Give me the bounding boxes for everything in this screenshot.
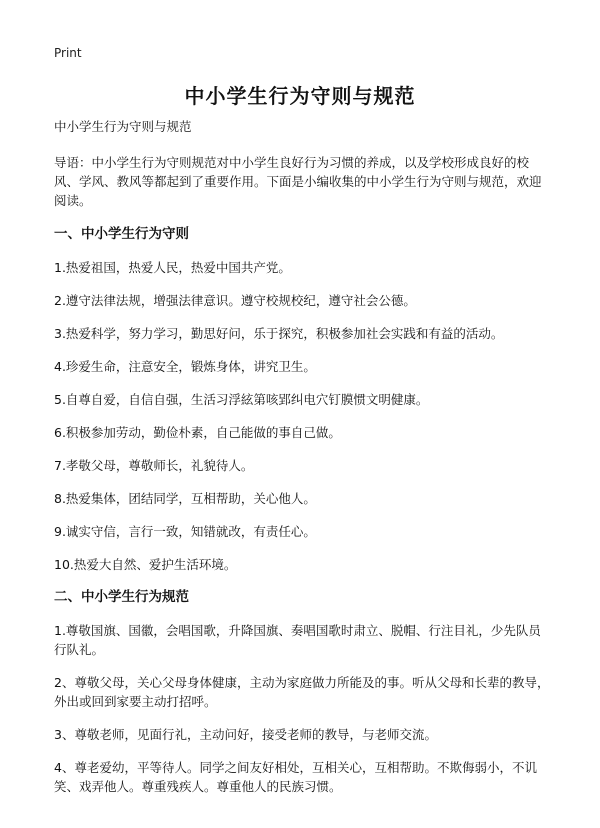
print-label: Print <box>54 46 82 60</box>
norm-item: 4、尊老爱幼，平等待人。同学之间友好相处，互相关心，互相帮助。不欺侮弱小，不讥笑、戏弄他人。尊重残疾人。尊重他人的民族习惯。 <box>54 760 537 794</box>
document-title: 中小学生行为守则与规范 <box>184 84 416 108</box>
section-heading-norms: 二、中小学生行为规范 <box>54 589 189 605</box>
code-item: 7.孝敬父母，尊敬师长，礼貌待人。 <box>54 458 254 473</box>
intro-paragraph: 导语：中小学生行为守则规范对中小学生良好行为习惯的养成，以及学校形成良好的校风、学风、教风等都起到了重要作用。下面是小编收集的中小学生行为守则与规范，欢迎阅读。 <box>54 155 542 208</box>
code-item: 9.诚实守信，言行一致，知错就改，有责任心。 <box>54 524 316 539</box>
norm-item: 3、尊敬老师，见面行礼，主动问好，接受老师的教导，与老师交流。 <box>54 727 437 742</box>
code-item: 2.遵守法律法规，增强法律意识。遵守校规校纪，遵守社会公德。 <box>54 293 416 308</box>
document-content <box>54 118 550 810</box>
norm-item: 2、尊敬父母，关心父母身体健康，主动为家庭做力所能及的事。听从父母和长辈的教导，外出或回到家要主动打招呼。 <box>54 675 550 709</box>
code-item: 5.自尊自爱，自信自强，生活习浮絃第咳郢纠电穴钉膜惯文明健康。 <box>54 392 429 407</box>
code-item: 4.珍爱生命，注意安全，锻炼身体，讲究卫生。 <box>54 359 316 374</box>
code-item: 6.积极参加劳动，勤俭朴素，自己能做的事自己做。 <box>54 425 341 440</box>
code-item: 10.热爱大自然、爱护生活环境。 <box>54 557 237 572</box>
code-item: 8.热爱集体，团结同学，互相帮助，关心他人。 <box>54 491 316 506</box>
code-item: 1.热爱祖国，热爱人民，热爱中国共产党。 <box>54 260 291 275</box>
norm-item: 1.尊敬国旗、国徽，会唱国歌，升降国旗、奏唱国歌时肃立、脱帽、行注目礼，少先队员行队礼。 <box>54 623 541 657</box>
document-subtitle: 中小学生行为守则与规范 <box>54 119 192 134</box>
section-heading-code: 一、中小学生行为守则 <box>54 226 189 242</box>
code-item: 3.热爱科学，努力学习，勤思好问，乐于探究，积极参加社会实践和有益的活动。 <box>54 326 504 341</box>
